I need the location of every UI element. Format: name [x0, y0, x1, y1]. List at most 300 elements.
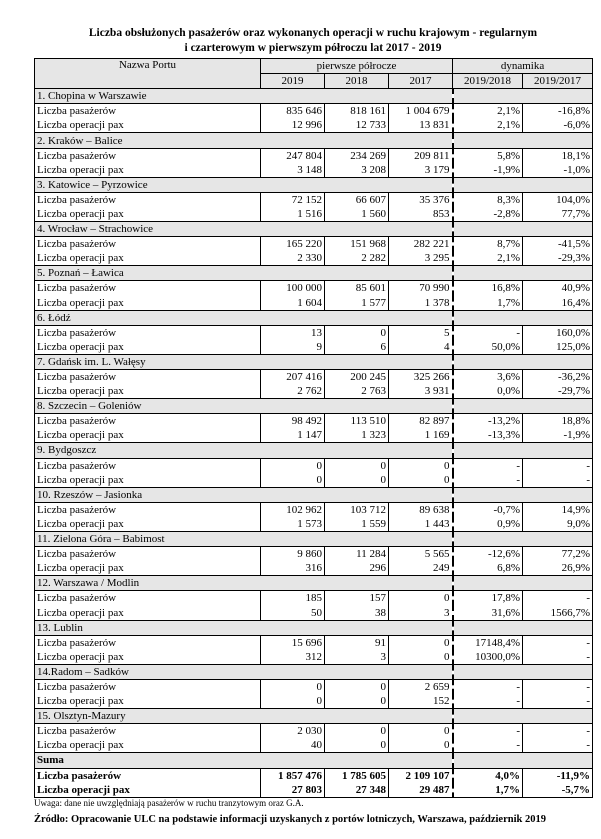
dynamics-2019-2018: -	[453, 679, 523, 694]
dynamics-2019-2018: -	[453, 473, 523, 488]
row-label: Liczba pasażerów	[35, 635, 261, 650]
row-label: Liczba pasażerów	[35, 502, 261, 517]
section-empty-cell	[523, 532, 593, 547]
section-empty-cell	[453, 576, 523, 591]
value-2017: 70 990	[389, 281, 453, 296]
dynamics-2019-2017: -	[523, 694, 593, 709]
section-empty-cell	[325, 399, 389, 414]
value-2017: 853	[389, 207, 453, 222]
value-2017: 3	[389, 605, 453, 620]
table-row	[35, 163, 593, 178]
dynamics-2019-2017: -6,0%	[523, 118, 593, 133]
section-empty-cell	[389, 753, 453, 768]
section-empty-cell	[453, 443, 523, 458]
value-2019: 9	[261, 340, 325, 355]
value-2017: 152	[389, 694, 453, 709]
dynamics-2019-2017: -41,5%	[523, 237, 593, 252]
section-empty-cell	[453, 222, 523, 237]
section-empty-cell	[325, 532, 389, 547]
value-2018: 200 245	[325, 369, 389, 384]
row-label: Liczba pasażerów	[35, 148, 261, 163]
dynamics-2019-2018: -	[453, 738, 523, 753]
section-row	[35, 354, 593, 369]
dynamics-2019-2017: 77,2%	[523, 547, 593, 562]
value-2019: 2 330	[261, 251, 325, 266]
section-empty-cell	[453, 709, 523, 724]
section-empty-cell	[261, 487, 325, 502]
section-label: 13. Lublin	[35, 620, 261, 635]
row-label: Liczba pasażerów	[35, 458, 261, 473]
table-body	[35, 59, 593, 798]
section-empty-cell	[453, 487, 523, 502]
value-2017: 5	[389, 325, 453, 340]
value-2018: 0	[325, 724, 389, 739]
section-empty-cell	[325, 576, 389, 591]
dynamics-2019-2018: 17148,4%	[453, 635, 523, 650]
value-2019: 185	[261, 591, 325, 606]
table-row	[35, 369, 593, 384]
value-2017: 3 179	[389, 163, 453, 178]
value-2017: 0	[389, 724, 453, 739]
value-2018: 38	[325, 605, 389, 620]
section-row	[35, 266, 593, 281]
value-2017: 325 266	[389, 369, 453, 384]
header-dynamics: dynamika	[453, 59, 593, 74]
value-2017: 0	[389, 738, 453, 753]
row-label: Liczba operacji pax	[35, 251, 261, 266]
value-2018: 0	[325, 694, 389, 709]
table-row	[35, 414, 593, 429]
value-2018: 2 282	[325, 251, 389, 266]
value-2017: 0	[389, 458, 453, 473]
value-2017: 2 109 107	[389, 768, 453, 783]
section-empty-cell	[325, 177, 389, 192]
section-empty-cell	[453, 177, 523, 192]
dynamics-2019-2017: 26,9%	[523, 561, 593, 576]
row-label: Liczba pasażerów	[35, 104, 261, 119]
value-2017: 1 169	[389, 428, 453, 443]
section-empty-cell	[325, 753, 389, 768]
header-col-2019: 2019	[261, 74, 325, 89]
table-row	[35, 118, 593, 133]
value-2017: 2 659	[389, 679, 453, 694]
dynamics-2019-2017: 77,7%	[523, 207, 593, 222]
section-empty-cell	[389, 89, 453, 104]
section-empty-cell	[389, 354, 453, 369]
value-2019: 100 000	[261, 281, 325, 296]
dynamics-2019-2017: 160,0%	[523, 325, 593, 340]
value-2019: 165 220	[261, 237, 325, 252]
section-empty-cell	[261, 753, 325, 768]
section-label: 7. Gdańsk im. L. Wałęsy	[35, 354, 261, 369]
value-2019: 40	[261, 738, 325, 753]
dynamics-2019-2017: -	[523, 738, 593, 753]
dynamics-2019-2017: -5,7%	[523, 783, 593, 798]
section-empty-cell	[261, 664, 325, 679]
dynamics-2019-2018: 16,8%	[453, 281, 523, 296]
value-2018: 818 161	[325, 104, 389, 119]
section-label: 1. Chopina w Warszawie	[35, 89, 261, 104]
section-empty-cell	[453, 399, 523, 414]
section-empty-cell	[261, 709, 325, 724]
dynamics-2019-2017: 125,0%	[523, 340, 593, 355]
value-2018: 6	[325, 340, 389, 355]
section-row	[35, 576, 593, 591]
value-2019: 312	[261, 650, 325, 665]
value-2018: 1 577	[325, 296, 389, 311]
section-empty-cell	[325, 222, 389, 237]
section-empty-cell	[261, 620, 325, 635]
dynamics-2019-2018: 2,1%	[453, 251, 523, 266]
section-empty-cell	[453, 620, 523, 635]
dynamics-2019-2017: 40,9%	[523, 281, 593, 296]
section-empty-cell	[523, 709, 593, 724]
value-2017: 249	[389, 561, 453, 576]
section-label: 4. Wrocław – Strachowice	[35, 222, 261, 237]
section-row	[35, 89, 593, 104]
airport-traffic-table	[34, 58, 593, 798]
table-row	[35, 325, 593, 340]
header-col-2018: 2018	[325, 74, 389, 89]
value-2019: 316	[261, 561, 325, 576]
value-2018: 27 348	[325, 783, 389, 798]
dynamics-2019-2017: 9,0%	[523, 517, 593, 532]
section-row	[35, 753, 593, 768]
section-label: 10. Rzeszów – Jasionka	[35, 487, 261, 502]
section-label: 8. Szczecin – Goleniów	[35, 399, 261, 414]
section-empty-cell	[523, 399, 593, 414]
section-empty-cell	[325, 709, 389, 724]
dynamics-2019-2018: -13,2%	[453, 414, 523, 429]
dynamics-2019-2018: 5,8%	[453, 148, 523, 163]
value-2019: 1 604	[261, 296, 325, 311]
section-empty-cell	[389, 487, 453, 502]
header-half-year: pierwsze półrocze	[261, 59, 453, 74]
value-2019: 247 804	[261, 148, 325, 163]
value-2018: 0	[325, 458, 389, 473]
table-row	[35, 635, 593, 650]
row-label: Liczba pasażerów	[35, 369, 261, 384]
section-empty-cell	[389, 266, 453, 281]
row-label: Liczba operacji pax	[35, 473, 261, 488]
section-row	[35, 487, 593, 502]
section-label: 2. Kraków – Balice	[35, 133, 261, 148]
section-empty-cell	[523, 89, 593, 104]
value-2017: 1 378	[389, 296, 453, 311]
dynamics-2019-2018: -1,9%	[453, 163, 523, 178]
row-label: Liczba pasażerów	[35, 414, 261, 429]
dynamics-2019-2018: 2,1%	[453, 118, 523, 133]
value-2019: 15 696	[261, 635, 325, 650]
dynamics-2019-2018: 1,7%	[453, 783, 523, 798]
value-2018: 66 607	[325, 192, 389, 207]
section-empty-cell	[453, 266, 523, 281]
section-empty-cell	[453, 753, 523, 768]
section-empty-cell	[261, 133, 325, 148]
dynamics-2019-2018: 50,0%	[453, 340, 523, 355]
section-label: 6. Łódź	[35, 310, 261, 325]
value-2019: 2 030	[261, 724, 325, 739]
dynamics-2019-2017: -	[523, 650, 593, 665]
section-empty-cell	[261, 222, 325, 237]
section-empty-cell	[389, 576, 453, 591]
row-label: Liczba pasażerów	[35, 768, 261, 783]
section-label: 12. Warszawa / Modlin	[35, 576, 261, 591]
row-label: Liczba operacji pax	[35, 605, 261, 620]
section-empty-cell	[523, 177, 593, 192]
section-empty-cell	[523, 753, 593, 768]
dynamics-2019-2017: 16,4%	[523, 296, 593, 311]
dynamics-2019-2017: 18,8%	[523, 414, 593, 429]
section-empty-cell	[325, 443, 389, 458]
row-label: Liczba operacji pax	[35, 517, 261, 532]
value-2019: 835 646	[261, 104, 325, 119]
section-empty-cell	[389, 310, 453, 325]
value-2017: 13 831	[389, 118, 453, 133]
section-row	[35, 709, 593, 724]
section-empty-cell	[325, 664, 389, 679]
value-2019: 1 857 476	[261, 768, 325, 783]
section-label: 9. Bydgoszcz	[35, 443, 261, 458]
dynamics-2019-2017: -	[523, 635, 593, 650]
section-empty-cell	[453, 89, 523, 104]
dynamics-2019-2018: 6,8%	[453, 561, 523, 576]
table-row	[35, 428, 593, 443]
value-2017: 282 221	[389, 237, 453, 252]
section-empty-cell	[261, 354, 325, 369]
dynamics-2019-2018: 1,7%	[453, 296, 523, 311]
section-label: Suma	[35, 753, 261, 768]
title-text: Liczba obsłużonych pasażerów oraz wykonanych operacji w ruchu krajowym - regularnym i czarterowym w pierwszym półroczu lat 2017 - 2019	[88, 27, 538, 54]
table-row	[35, 547, 593, 562]
value-2019: 72 152	[261, 192, 325, 207]
value-2018: 0	[325, 738, 389, 753]
value-2019: 27 803	[261, 783, 325, 798]
dynamics-2019-2017: -11,9%	[523, 768, 593, 783]
value-2018: 0	[325, 473, 389, 488]
value-2018: 91	[325, 635, 389, 650]
section-label: 14.Radom – Sadków	[35, 664, 261, 679]
section-label: 15. Olsztyn-Mazury	[35, 709, 261, 724]
table-row	[35, 738, 593, 753]
table-row	[35, 724, 593, 739]
row-label: Liczba pasażerów	[35, 281, 261, 296]
row-label: Liczba operacji pax	[35, 694, 261, 709]
dynamics-2019-2018: -12,6%	[453, 547, 523, 562]
header-col-2017: 2017	[389, 74, 453, 89]
section-empty-cell	[389, 664, 453, 679]
value-2018: 3	[325, 650, 389, 665]
value-2017: 29 487	[389, 783, 453, 798]
header-col-2019-2017: 2019/2017	[523, 74, 593, 89]
header-col-2019-2018: 2019/2018	[453, 74, 523, 89]
table-row	[35, 148, 593, 163]
section-empty-cell	[325, 133, 389, 148]
value-2017: 1 443	[389, 517, 453, 532]
table-row	[35, 384, 593, 399]
value-2018: 157	[325, 591, 389, 606]
section-empty-cell	[523, 310, 593, 325]
row-label: Liczba operacji pax	[35, 384, 261, 399]
table-row	[35, 251, 593, 266]
value-2019: 9 860	[261, 547, 325, 562]
value-2017: 3 295	[389, 251, 453, 266]
dynamics-2019-2017: -	[523, 458, 593, 473]
value-2019: 1 147	[261, 428, 325, 443]
value-2019: 0	[261, 458, 325, 473]
dynamics-2019-2018: 17,8%	[453, 591, 523, 606]
value-2019: 13	[261, 325, 325, 340]
section-empty-cell	[523, 576, 593, 591]
row-label: Liczba pasażerów	[35, 547, 261, 562]
value-2019: 12 996	[261, 118, 325, 133]
section-row	[35, 620, 593, 635]
dynamics-2019-2017: -	[523, 591, 593, 606]
table-row	[35, 281, 593, 296]
section-empty-cell	[261, 399, 325, 414]
dynamics-2019-2018: 0,0%	[453, 384, 523, 399]
section-label: 3. Katowice – Pyrzowice	[35, 177, 261, 192]
section-empty-cell	[325, 354, 389, 369]
value-2017: 89 638	[389, 502, 453, 517]
row-label: Liczba operacji pax	[35, 561, 261, 576]
row-label: Liczba operacji pax	[35, 207, 261, 222]
table-row	[35, 561, 593, 576]
dynamics-2019-2018: -2,8%	[453, 207, 523, 222]
section-empty-cell	[261, 532, 325, 547]
dynamics-2019-2017: 1566,7%	[523, 605, 593, 620]
dynamics-2019-2017: -1,0%	[523, 163, 593, 178]
row-label: Liczba pasażerów	[35, 724, 261, 739]
table-header-row-1	[35, 59, 593, 74]
value-2018: 296	[325, 561, 389, 576]
table-row	[35, 237, 593, 252]
dynamics-2019-2018: -	[453, 458, 523, 473]
section-empty-cell	[523, 222, 593, 237]
section-empty-cell	[261, 576, 325, 591]
value-2017: 1 004 679	[389, 104, 453, 119]
row-label: Liczba operacji pax	[35, 783, 261, 798]
table-row	[35, 679, 593, 694]
row-label: Liczba pasażerów	[35, 237, 261, 252]
section-empty-cell	[389, 399, 453, 414]
table-row	[35, 517, 593, 532]
section-row	[35, 222, 593, 237]
value-2018: 12 733	[325, 118, 389, 133]
dynamics-2019-2017: -36,2%	[523, 369, 593, 384]
table-row	[35, 502, 593, 517]
row-label: Liczba pasażerów	[35, 679, 261, 694]
dynamics-2019-2017: -16,8%	[523, 104, 593, 119]
value-2019: 1 573	[261, 517, 325, 532]
dynamics-2019-2017: 104,0%	[523, 192, 593, 207]
value-2017: 0	[389, 473, 453, 488]
dynamics-2019-2018: -13,3%	[453, 428, 523, 443]
section-empty-cell	[261, 266, 325, 281]
value-2017: 82 897	[389, 414, 453, 429]
dynamics-2019-2018: 8,7%	[453, 237, 523, 252]
section-empty-cell	[389, 177, 453, 192]
section-row	[35, 177, 593, 192]
value-2018: 0	[325, 679, 389, 694]
value-2018: 11 284	[325, 547, 389, 562]
value-2017: 3 931	[389, 384, 453, 399]
dynamics-2019-2017: -1,9%	[523, 428, 593, 443]
dynamics-2019-2018: -	[453, 325, 523, 340]
section-empty-cell	[261, 443, 325, 458]
value-2017: 209 811	[389, 148, 453, 163]
section-empty-cell	[325, 266, 389, 281]
header-port-name: Nazwa Portu	[35, 59, 261, 89]
table-row	[35, 768, 593, 783]
value-2017: 35 376	[389, 192, 453, 207]
dynamics-2019-2017: -29,3%	[523, 251, 593, 266]
section-empty-cell	[325, 89, 389, 104]
row-label: Liczba operacji pax	[35, 296, 261, 311]
dynamics-2019-2017: -29,7%	[523, 384, 593, 399]
section-empty-cell	[261, 310, 325, 325]
section-empty-cell	[523, 664, 593, 679]
section-empty-cell	[389, 532, 453, 547]
section-label: 5. Poznań – Ławica	[35, 266, 261, 281]
table-row	[35, 192, 593, 207]
value-2019: 50	[261, 605, 325, 620]
dynamics-2019-2018: 0,9%	[453, 517, 523, 532]
table-row	[35, 458, 593, 473]
value-2018: 103 712	[325, 502, 389, 517]
row-label: Liczba operacji pax	[35, 738, 261, 753]
value-2018: 85 601	[325, 281, 389, 296]
value-2019: 102 962	[261, 502, 325, 517]
value-2017: 0	[389, 591, 453, 606]
value-2018: 1 785 605	[325, 768, 389, 783]
document-title	[30, 26, 596, 56]
dynamics-2019-2018: 2,1%	[453, 104, 523, 119]
section-empty-cell	[523, 443, 593, 458]
section-row	[35, 443, 593, 458]
value-2017: 0	[389, 635, 453, 650]
value-2019: 207 416	[261, 369, 325, 384]
row-label: Liczba operacji pax	[35, 340, 261, 355]
value-2019: 2 762	[261, 384, 325, 399]
value-2018: 113 510	[325, 414, 389, 429]
table-row	[35, 104, 593, 119]
table-row	[35, 694, 593, 709]
value-2019: 0	[261, 679, 325, 694]
value-2018: 1 559	[325, 517, 389, 532]
section-empty-cell	[261, 89, 325, 104]
section-row	[35, 664, 593, 679]
value-2018: 1 560	[325, 207, 389, 222]
row-label: Liczba operacji pax	[35, 428, 261, 443]
section-empty-cell	[325, 310, 389, 325]
section-empty-cell	[453, 133, 523, 148]
row-label: Liczba pasażerów	[35, 325, 261, 340]
dynamics-2019-2017: -	[523, 724, 593, 739]
dynamics-2019-2018: -	[453, 724, 523, 739]
section-row	[35, 310, 593, 325]
section-empty-cell	[453, 664, 523, 679]
source-note: Źródło: Opracowanie ULC na podstawie informacji uzyskanych z portów lotniczych, Warszawa, październik 2019	[34, 814, 546, 825]
footnote: Uwaga: dane nie uwzględniają pasażerów w ruchu tranzytowym oraz G.A.	[34, 798, 304, 808]
table-row	[35, 340, 593, 355]
dynamics-2019-2017: 14,9%	[523, 502, 593, 517]
dynamics-2019-2018: 31,6%	[453, 605, 523, 620]
value-2018: 234 269	[325, 148, 389, 163]
value-2019: 1 516	[261, 207, 325, 222]
value-2019: 0	[261, 473, 325, 488]
table-row	[35, 605, 593, 620]
